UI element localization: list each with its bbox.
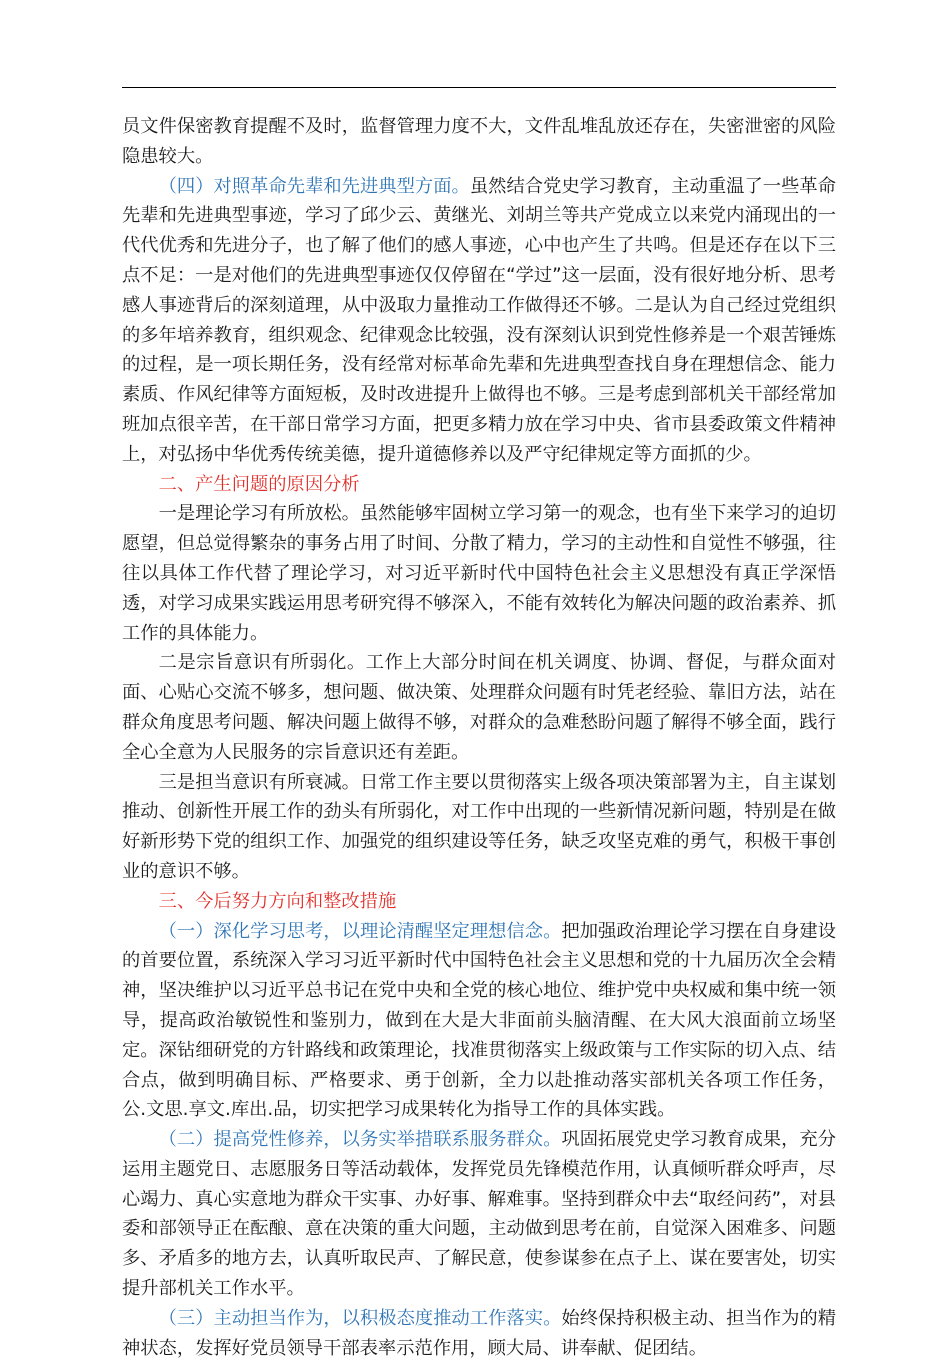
subheading-measure-three: （三）主动担当作为，以积极态度推动工作落实。: [158, 1307, 562, 1329]
heading-rectification-measures: 三、今后努力方向和整改措施: [158, 890, 397, 912]
subheading-four: （四）对照革命先辈和先进典型方面。: [158, 175, 470, 197]
paragraph-measure-one: [122, 917, 836, 1126]
paragraph-cause-two: [122, 648, 836, 767]
paragraph-text: 二是宗旨意识有所弱化。工作上大部分时间在机关调度、协调、督促，与群众面对面、心贴心交流不够多，想问题、做决策、处理群众问题有时凭老经验、靠旧方法，站在群众角度思考问题、解决问题上做得不够，对群众的急难愁盼问题了解得不够全面，践行全心全意为人民服务的宗旨意识还有差距。: [122, 652, 836, 763]
paragraph-measure-three: [122, 1304, 836, 1363]
subheading-measure-two: （二）提高党性修养，以务实举措联系服务群众。: [158, 1129, 562, 1151]
paragraph-section-four: [122, 172, 836, 470]
subheading-measure-one: （一）深化学习思考，以理论清醒坚定理想信念。: [158, 920, 562, 942]
document-body: [122, 112, 836, 1363]
paragraph-continuation: [122, 112, 836, 172]
paragraph-cause-three: [122, 768, 836, 887]
paragraph-text: 一是理论学习有所放松。虽然能够牢固树立学习第一的观念，也有坐下来学习的迫切愿望，但总觉得繁杂的事务占用了时间、分散了精力，学习的主动性和自觉性不够强，往往以具体工作代替了理论学习，对习近平新时代中国特色社会主义思想没有真正学深悟透，对学习成果实践运用思考研究得不够深入，不能有效转化为解决问题的政治素养、抓工作的具体能力。: [122, 503, 836, 644]
paragraph-text: 始终保持积极主动、担当作为的精神状态，发挥好党员领导干部表率示范作用，顾大局、讲奉献、促团结。: [122, 1307, 837, 1359]
paragraph-text: 员文件保密教育提醒不及时，监督管理力度不大，文件乱堆乱放还存在，失密泄密的风险隐患较大。: [122, 116, 836, 167]
paragraph-text: 巩固拓展党史学习教育成果，充分运用主题党日、志愿服务日等活动载体，发挥党员先锋模范作用，认真倾听群众呼声，尽心竭力、真心实意地为群众干实事、办好事、解难事。坚持到群众中去“取经问药”，对县委和部领导正在酝酿、意在决策的重大问题，主动做到思考在前，自觉深入困难多、问题多、矛盾多的地方去，认真听取民声、了解民意，使参谋参在点子上、谋在要害处，切实提升部机关工作水平。: [122, 1129, 837, 1300]
paragraph-text: 三是担当意识有所衰减。日常工作主要以贯彻落实上级各项决策部署为主，自主谋划推动、创新性开展工作的劲头有所弱化，对工作中出现的一些新情况新问题，特别是在做好新形势下党的组织工作、加强党的组织建设等任务，缺乏攻坚克难的勇气，积极干事创业的意识不够。: [122, 771, 836, 882]
heading-cause-analysis: 二、产生问题的原因分析: [158, 473, 360, 495]
paragraph-measure-two: [122, 1125, 836, 1304]
header-rule: [122, 87, 836, 88]
paragraph-cause-one: [122, 499, 836, 648]
paragraph-text: 把加强政治理论学习摆在自身建设的首要位置，系统深入学习习近平新时代中国特色社会主义思想和党的十九届历次全会精神，坚决维护以习近平总书记在党中央和全党的核心地位、维护党中央权威和集中统一领导，提高政治敏锐性和鉴别力，做到在大是大非面前头脑清醒、在大风大浪面前立场坚定。深钻细研党的方针路线和政策理论，找准贯彻落实上级政策与工作实际的切入点、结合点，做到明确目标、严格要求、勇于创新，全力以赴推动落实部机关各项工作任务，公.文思.享文.库出.品，切实把学习成果转化为指导工作的具体实践。: [122, 920, 837, 1121]
paragraph-text: 虽然结合党史学习教育，主动重温了一些革命先辈和先进典型事迹，学习了邱少云、黄继光、刘胡兰等共产党成立以来党内涌现出的一代代优秀和先进分子，也了解了他们的感人事迹，心中也产生了共鸣。但是还存在以下三点不足：一是对他们的先进典型事迹仅仅停留在“学过”这一层面，没有很好地分析、思考感人事迹背后的深刻道理，从中汲取力量推动工作做得还不够。二是认为自己经过党组织的多年培养教育，组织观念、纪律观念比较强，没有深刻认识到党性修养是一个艰苦锤炼的过程，是一项长期任务，没有经常对标革命先辈和先进典型查找自身在理想信念、能力素质、作风纪律等方面短板，及时改进提升上做得也不够。三是考虑到部机关干部经常加班加点很辛苦，在干部日常学习方面，把更多精力放在学习中央、省市县委政策文件精神上，对弘扬中华优秀传统美德，提升道德修养以及严守纪律规定等方面抓的少。: [122, 175, 837, 465]
